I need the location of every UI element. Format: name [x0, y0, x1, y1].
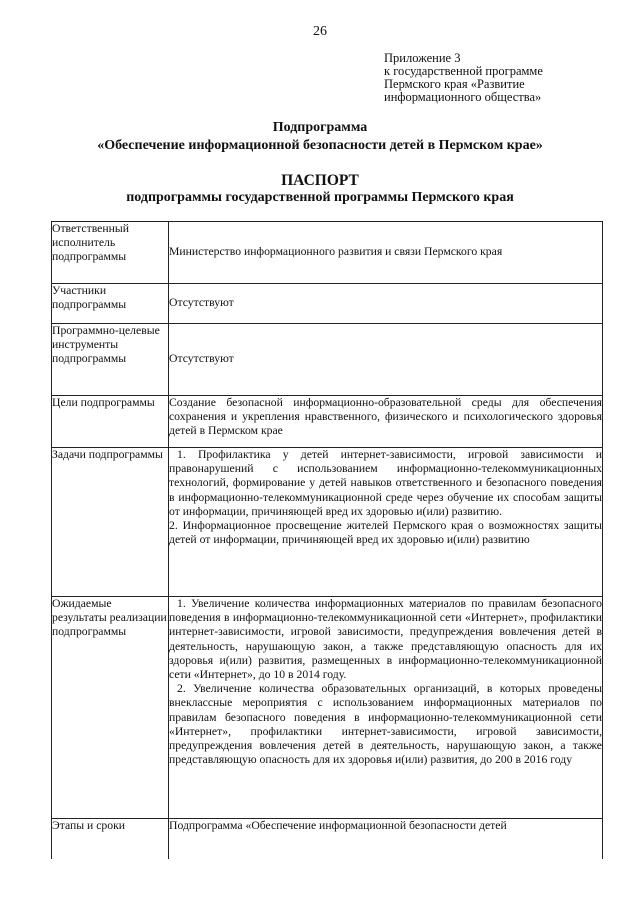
- row-value: [169, 284, 603, 324]
- row-label: Этапы и сроки: [52, 819, 169, 859]
- row-paragraph: Министерство информационного развития и связи Пермского края: [169, 245, 503, 259]
- passport-title: ПАСПОРТ: [281, 172, 359, 189]
- row-value: [169, 396, 603, 448]
- table-row: [52, 396, 603, 448]
- row-paragraph: Отсутствуют: [169, 296, 234, 310]
- passport-table: [51, 221, 603, 859]
- table-row: [52, 222, 603, 284]
- appendix-note: [384, 52, 543, 104]
- row-paragraph: Отсутствуют: [169, 352, 234, 366]
- row-value: [169, 819, 603, 859]
- row-label: Задачи подпрограммы: [52, 448, 169, 597]
- row-value: [169, 597, 603, 819]
- row-paragraph: 1. Увеличение количества информационных материалов по правилам безопасного поведения в информационно-телекоммуникационной сети «Интернет», профилактики интернет-зависимости, игровой зависимости, предупреждения вовлечения детей в деятельность, нарушающую закон, а также представляющую опасность для их здоровья и(или) развития, размещенных в информационно-телекоммуникационной сети «Интернет», до 10 в 2014 году.: [169, 597, 602, 682]
- row-paragraph: 2. Информационное просвещение жителей Пермского края о возможностях защиты детей от информации, причиняющей вред их здоровью и(или) развитию: [169, 519, 602, 547]
- row-label: Участники подпрограммы: [52, 284, 169, 324]
- table-row: [52, 819, 603, 859]
- table-row: [52, 597, 603, 819]
- table-row: [52, 448, 603, 597]
- appendix-line: к государственной программе: [384, 64, 543, 78]
- row-label: Ответственный исполнитель подпрограммы: [52, 222, 169, 284]
- table-row: [52, 284, 603, 324]
- row-label: Цели подпрограммы: [52, 396, 169, 448]
- row-value: [169, 222, 603, 284]
- row-paragraph: 1. Профилактика у детей интернет-зависимости, игровой зависимости и правонарушений с использованием информационно-телекоммуникационных технологий, формирование у детей навыков ответственного и безопасного поведения в информационно-телекоммуникационной среде через обучение их способам защиты от информации, причиняющей вред их здоровью и(или) развитию.: [169, 448, 602, 518]
- row-value: [169, 448, 603, 597]
- appendix-line: Пермского края «Развитие: [384, 77, 525, 91]
- passport-subtitle: подпрограммы государственной программы Пермского края: [126, 190, 514, 205]
- row-label: Ожидаемые результаты реализации подпрограммы: [52, 597, 169, 819]
- row-label: Программно-целевые инструменты подпрограммы: [52, 324, 169, 396]
- appendix-line: Приложение 3: [384, 51, 461, 65]
- row-value: [169, 324, 603, 396]
- row-paragraph: Создание безопасной информационно-образовательной среды для обеспечения сохранения и укрепления нравственного, физического и психологического здоровья детей в Пермском крае: [169, 396, 602, 438]
- page-number: 26: [313, 24, 327, 39]
- appendix-line: информационного общества»: [384, 90, 542, 104]
- row-paragraph: Подпрограмма «Обеспечение информационной безопасности детей: [169, 819, 507, 832]
- table-row: [52, 324, 603, 396]
- subprogram-name: «Обеспечение информационной безопасности детей в Пермском крае»: [97, 138, 543, 153]
- subprogram-heading: Подпрограмма: [272, 120, 368, 135]
- row-paragraph: 2. Увеличение количества образовательных организаций, в которых проведены внеклассные мероприятия с использованием информационных материалов по правилам безопасного поведения в информационно-телекоммуникационной сети «Интернет», профилактики интернет-зависимости, игровой зависимости, предупреждения вовлечения детей в деятельность, нарушающую закон, а также представляющую опасность для их здоровья и(или) развития, до 200 в 2016 году: [169, 682, 602, 767]
